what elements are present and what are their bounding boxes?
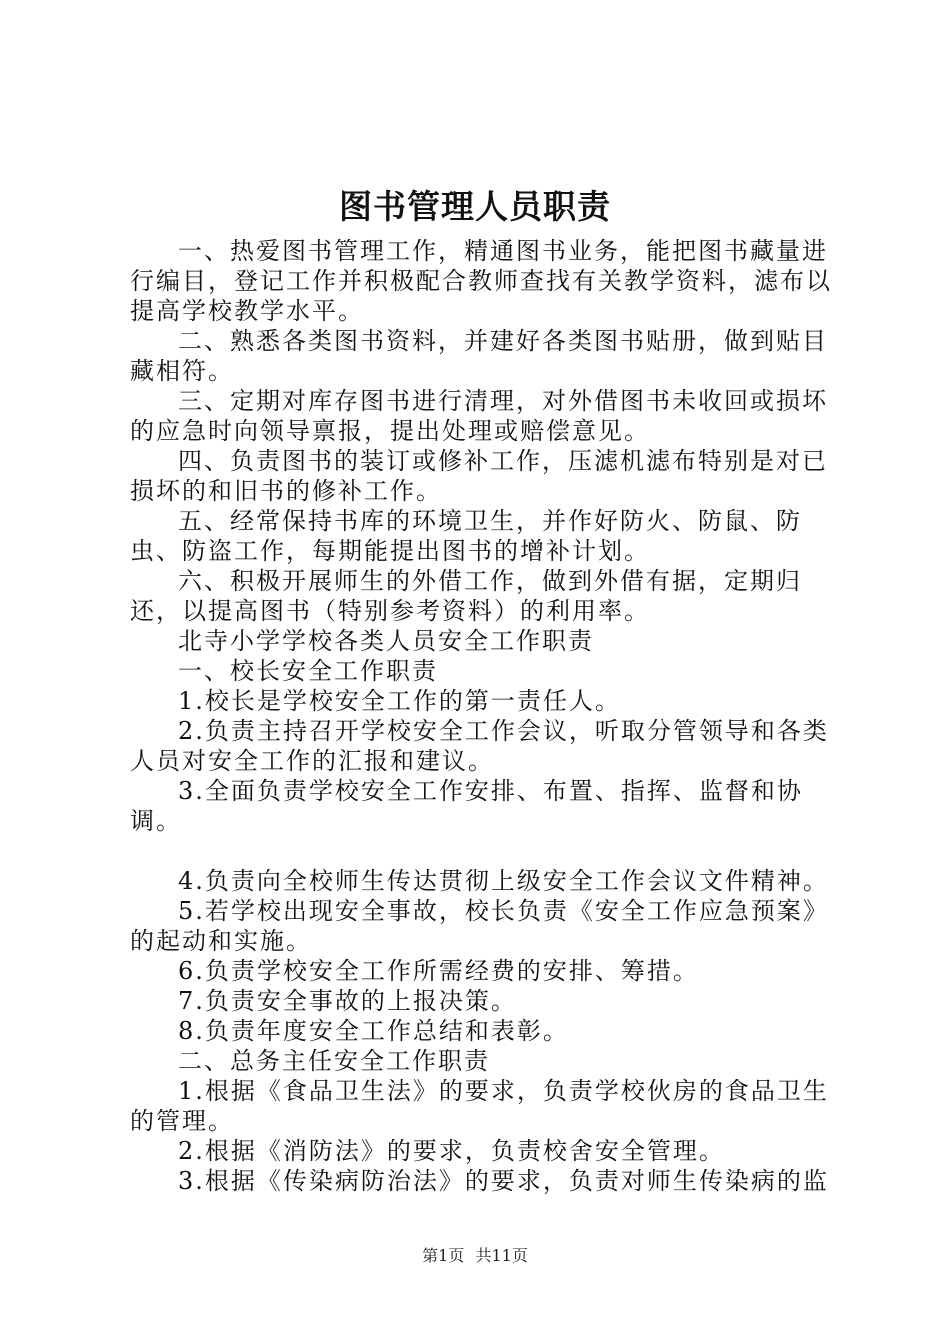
blank-line: [130, 836, 840, 866]
paragraph: 1.校长是学校安全工作的第一责任人。: [178, 687, 621, 715]
paragraph: 2.根据《消防法》的要求，负责校舍安全管理。: [178, 1137, 725, 1165]
page-number: 第1页: [422, 1246, 465, 1265]
paragraph: 三、定期对库存图书进行清理，对外借图书未收回或损坏的应急时向领导禀报，提出处理或赔偿意见。: [130, 387, 828, 445]
page-footer: [0, 1246, 950, 1266]
paragraph: 二、熟悉各类图书资料，并建好各类图书贴册，做到贴目藏相符。: [130, 327, 828, 385]
paragraph: 8.负责年度安全工作总结和表彰。: [178, 1017, 569, 1045]
paragraph: 7.负责安全事故的上报决策。: [178, 987, 517, 1015]
paragraph: 一、热爱图书管理工作，精通图书业务，能把图书藏量进行编目，登记工作并积极配合教师查找有关教学资料，滤布以提高学校教学水平。: [130, 237, 832, 325]
document-title: 图书管理人员职责: [339, 187, 611, 226]
paragraph: 六、积极开展师生的外借工作，做到外借有据，定期归还，以提高图书（特别参考资料）的利用率。: [130, 567, 802, 625]
paragraph: 3.根据《传染病防治法》的要求，负责对师生传染病的监: [178, 1167, 829, 1195]
section-heading: 二、总务主任安全工作职责: [178, 1047, 490, 1075]
paragraph: 四、负责图书的装订或修补工作，压滤机滤布特别是对已损坏的和旧书的修补工作。: [130, 447, 828, 505]
page-total: 共11页: [475, 1246, 528, 1265]
paragraph: 6.负责学校安全工作所需经费的安排、筹措。: [178, 957, 699, 985]
section-heading: 一、校长安全工作职责: [178, 657, 438, 685]
paragraph: 1.根据《食品卫生法》的要求，负责学校伙房的食品卫生的管理。: [130, 1077, 829, 1135]
document-body: [130, 236, 840, 1196]
paragraph: 4.负责向全校师生传达贯彻上级安全工作会议文件精神。: [178, 867, 829, 895]
paragraph: 5.若学校出现安全事故，校长负责《安全工作应急预案》的起动和实施。: [130, 897, 829, 955]
paragraph: 3.全面负责学校安全工作安排、布置、指挥、监督和协调。: [130, 777, 803, 835]
paragraph: 2.负责主持召开学校安全工作会议，听取分管领导和各类人员对安全工作的汇报和建议。: [130, 717, 829, 775]
section-heading: 北寺小学学校各类人员安全工作职责: [178, 627, 594, 655]
paragraph: 五、经常保持书库的环境卫生，并作好防火、防鼠、防虫、防盗工作，每期能提出图书的增补计划。: [130, 507, 802, 565]
